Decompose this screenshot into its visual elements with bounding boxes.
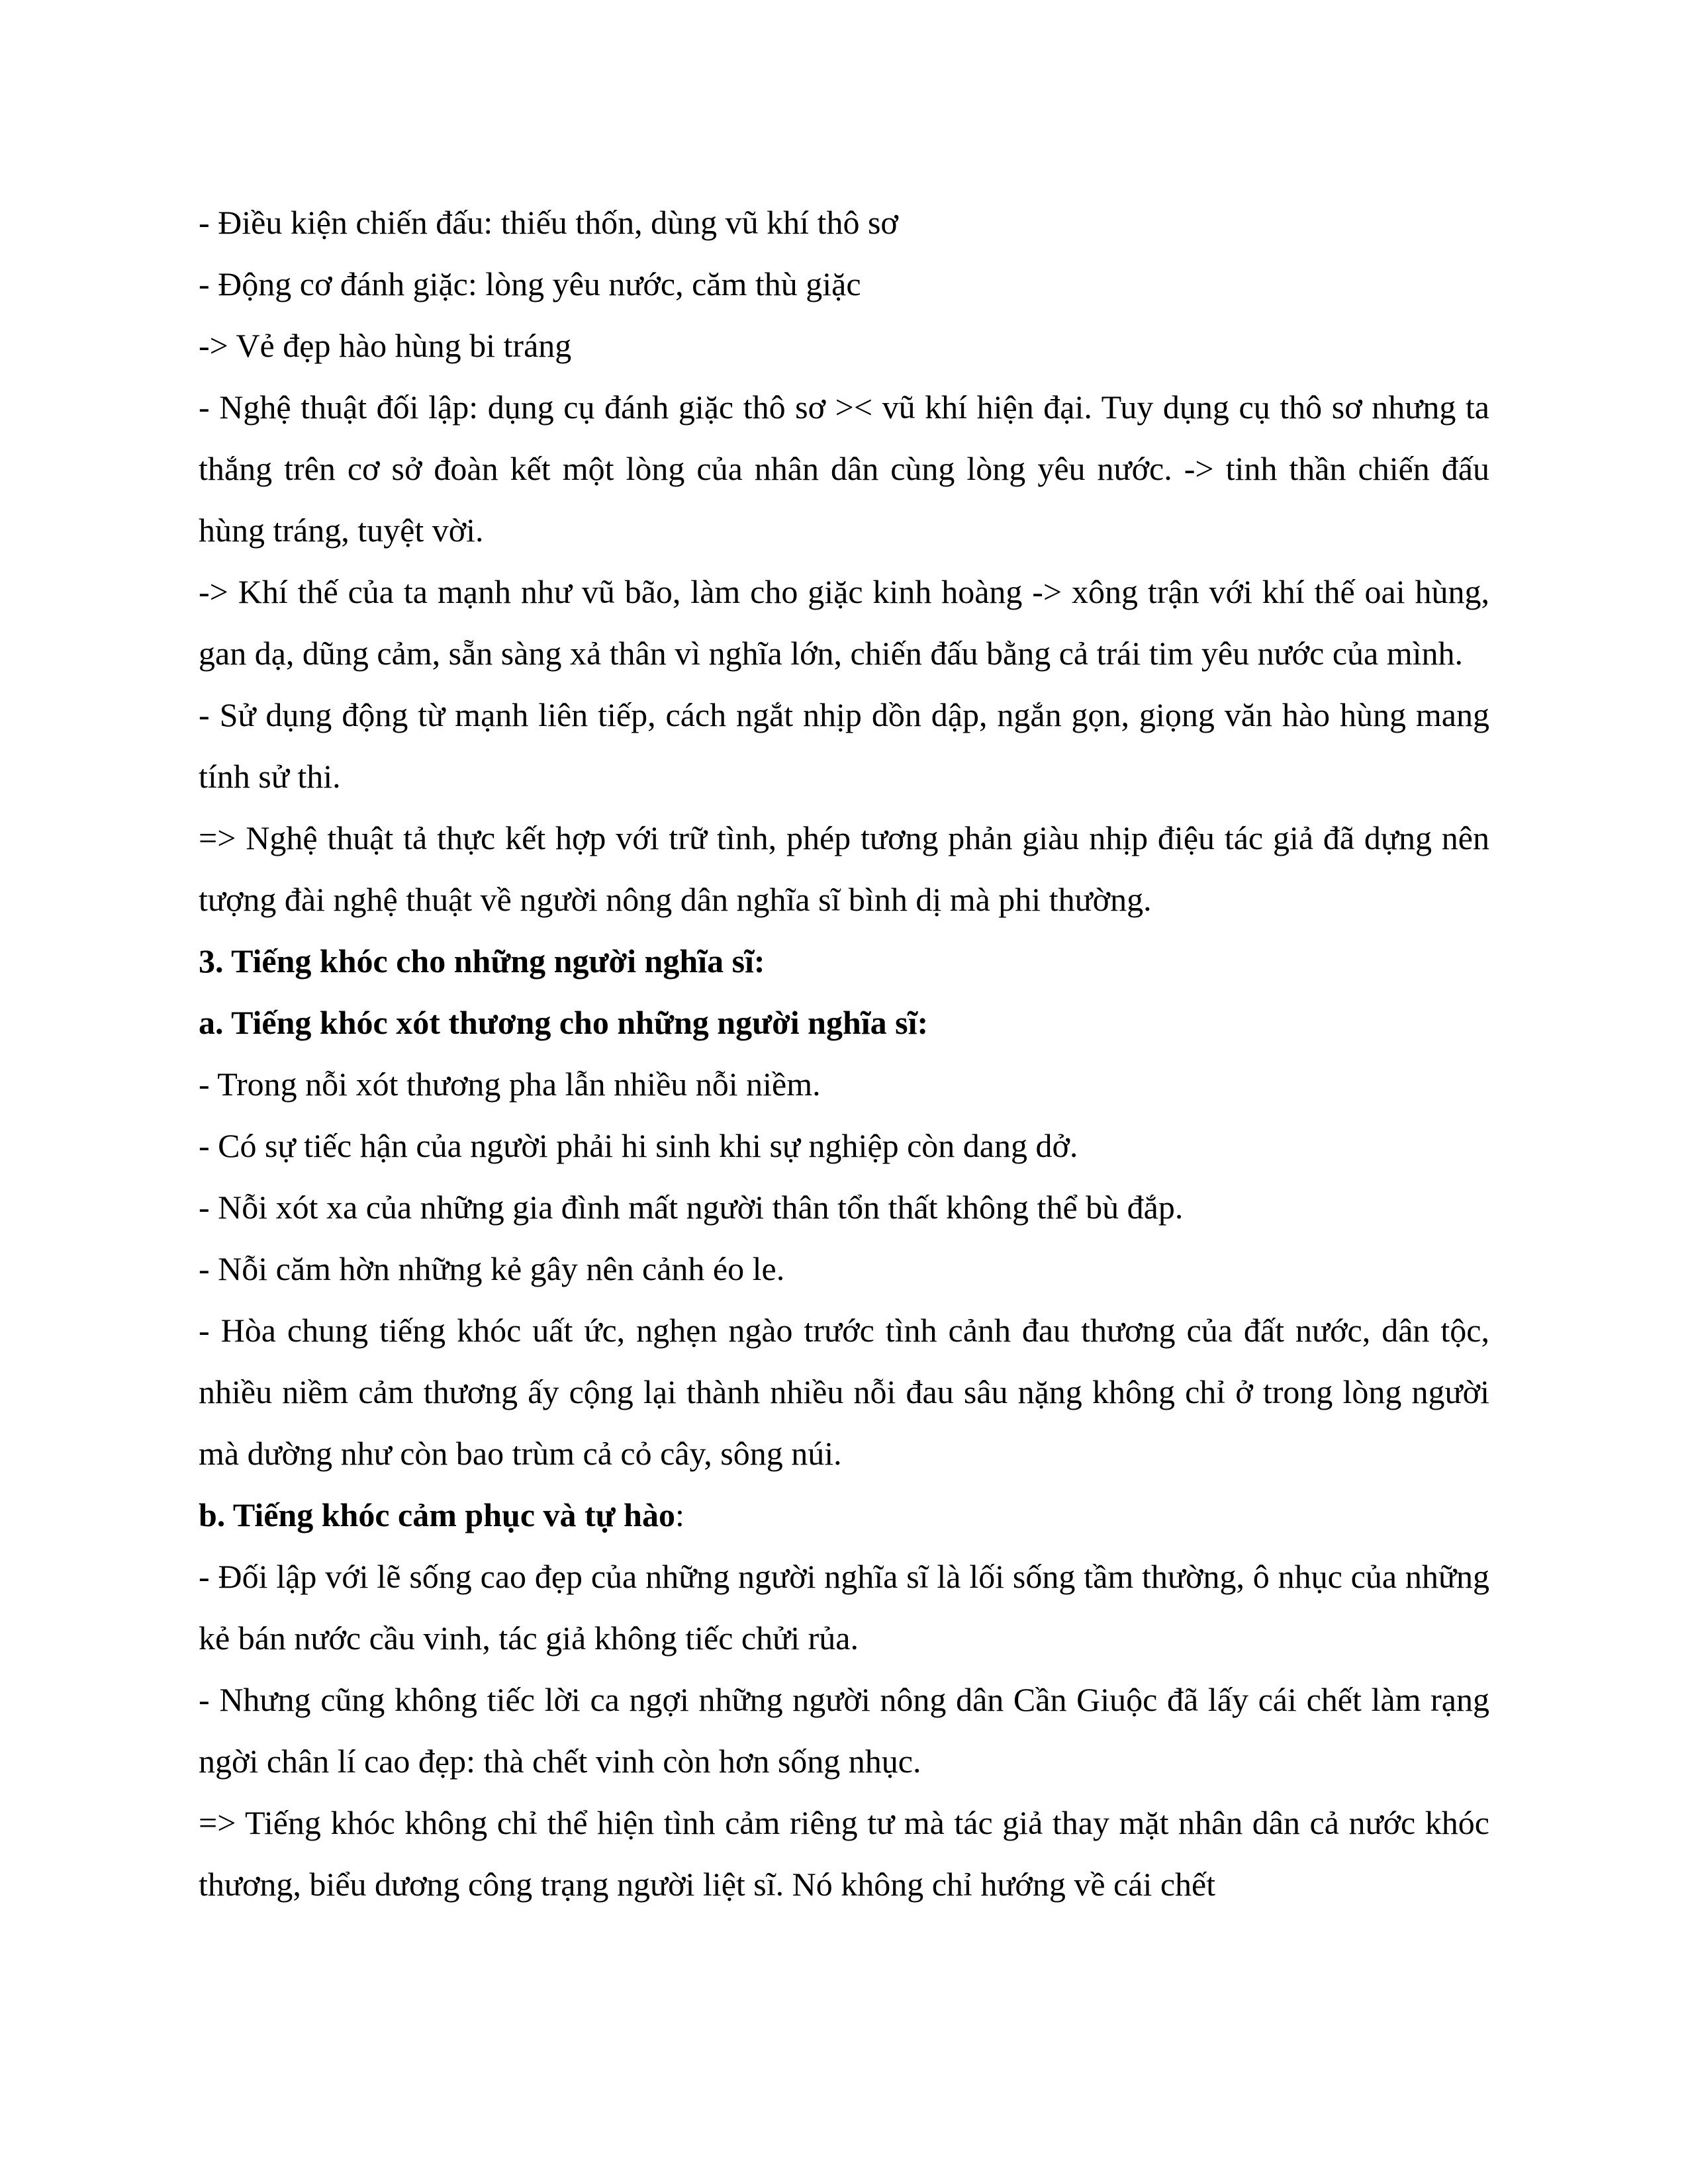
subsection-heading-a: a. Tiếng khóc xót thương cho những người nghĩa sĩ: [199,1004,929,1041]
paragraph-heroic-beauty: -> Vẻ đẹp hào hùng bi tráng [199,327,572,364]
section-a-paragraph: - Trong nỗi xót thương pha lẫn nhiều nỗi niềm. [199,1066,821,1103]
subsection-heading-b-text: b. Tiếng khóc cảm phục và tự hào [199,1496,675,1533]
section-a-paragraph: - Hòa chung tiếng khóc uất ức, nghẹn ngào trước tình cảnh đau thương của đất nước, dân tộc, nhiều niềm cảm thương ấy cộng lại thành nhiều nỗi đau sâu nặng không chỉ ở trong lòng người mà dường như còn bao trùm cả cỏ cây, sông núi. [199,1312,1489,1472]
section-heading-3: 3. Tiếng khóc cho những người nghĩa sĩ: [199,942,765,979]
section-b-paragraph: - Đối lập với lẽ sống cao đẹp của những người nghĩa sĩ là lối sống tầm thường, ô nhục của những kẻ bán nước cầu vinh, tác giả không tiếc chửi rủa. [199,1558,1489,1657]
document-page [199,192,1489,1915]
subsection-heading-b-colon: : [675,1496,684,1533]
paragraph-spirit: -> Khí thế của ta mạnh như vũ bão, làm cho giặc kinh hoàng -> xông trận với khí thế oai hùng, gan dạ, dũng cảm, sẵn sàng xả thân vì nghĩa lớn, chiến đấu bằng cả trái tim yêu nước của mình. [199,573,1489,672]
section-a-paragraph: - Nỗi xót xa của những gia đình mất người thân tổn thất không thể bù đắp. [199,1189,1184,1226]
section-a-paragraph: - Nỗi căm hờn những kẻ gây nên cảnh éo le. [199,1250,785,1287]
section-b-paragraph: => Tiếng khóc không chỉ thể hiện tình cảm riêng tư mà tác giả thay mặt nhân dân cả nước khóc thương, biểu dương công trạng người liệt sĩ. Nó không chỉ hướng về cái chết [199,1804,1489,1903]
paragraph-combat-conditions: - Điều kiện chiến đấu: thiếu thốn, dùng vũ khí thô sơ [199,204,898,241]
paragraph-verbs: - Sử dụng động từ mạnh liên tiếp, cách ngắt nhịp dồn dập, ngắn gọn, giọng văn hào hùng mang tính sử thi. [199,696,1489,795]
paragraph-motivation: - Động cơ đánh giặc: lòng yêu nước, căm thù giặc [199,265,861,302]
paragraph-contrast-art: - Nghệ thuật đối lập: dụng cụ đánh giặc thô sơ >< vũ khí hiện đại. Tuy dụng cụ thô sơ nhưng ta thắng trên cơ sở đoàn kết một lòng của nhân dân cùng lòng yêu nước. -> tinh thần chiến đấu hùng tráng, tuyệt vời. [199,388,1489,549]
section-b-paragraph: - Nhưng cũng không tiếc lời ca ngợi những người nông dân Cần Giuộc đã lấy cái chết làm rạng ngời chân lí cao đẹp: thà chết vinh còn hơn sống nhục. [199,1681,1489,1780]
subsection-heading-b [199,1484,1489,1546]
section-a-paragraph: - Có sự tiếc hận của người phải hi sinh khi sự nghiệp còn dang dở. [199,1127,1078,1164]
paragraph-conclusion: => Nghệ thuật tả thực kết hợp với trữ tình, phép tương phản giàu nhịp điệu tác giả đã dựng nên tượng đài nghệ thuật về người nông dân nghĩa sĩ bình dị mà phi thường. [199,819,1489,918]
